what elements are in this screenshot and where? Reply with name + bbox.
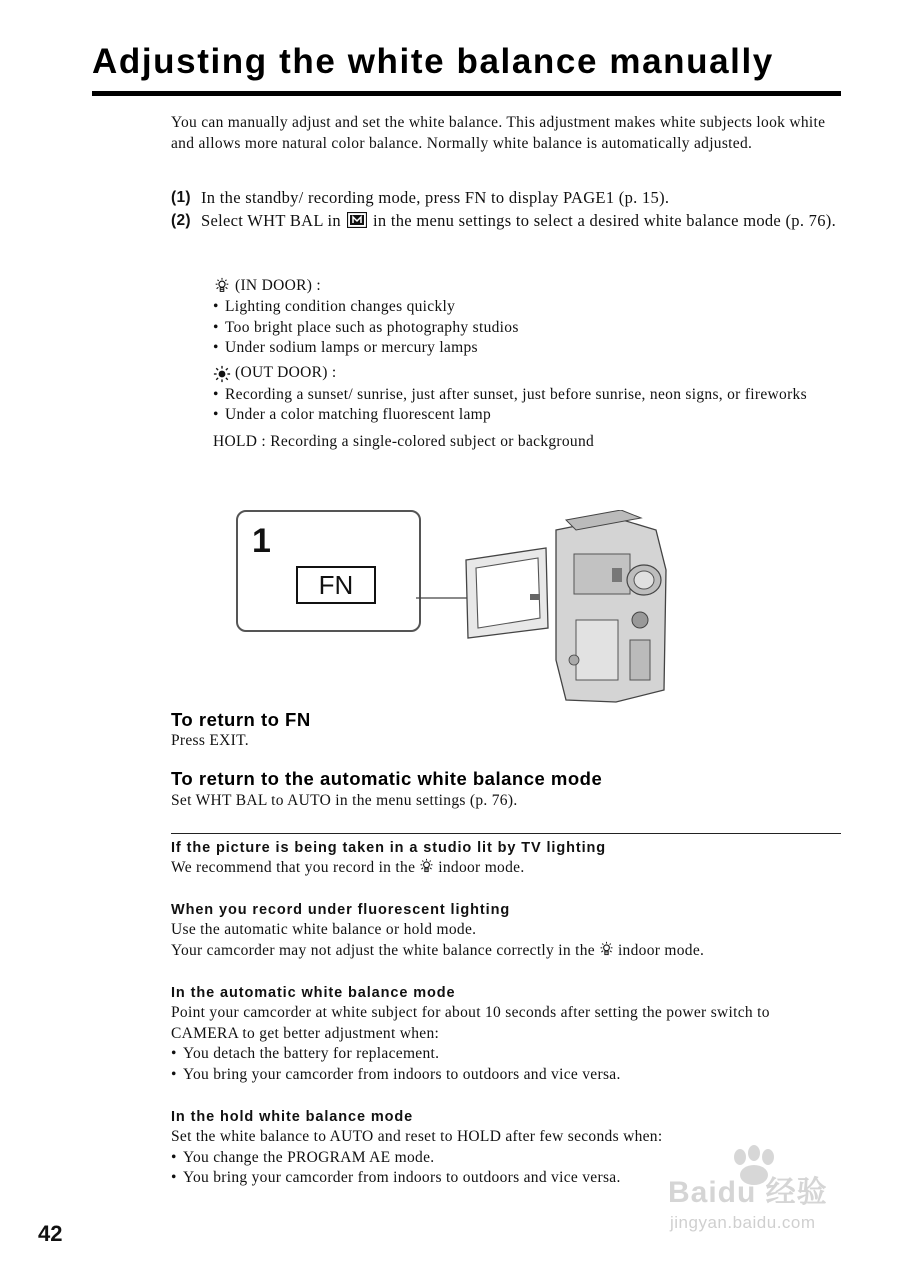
list-item: • Lighting condition changes quickly xyxy=(213,297,838,318)
indoor-bulb-icon xyxy=(213,277,231,295)
page-title: Adjusting the white balance manually xyxy=(92,42,774,81)
steps-list xyxy=(171,186,836,232)
watermark-brand: Baidu 经验 xyxy=(668,1176,828,1209)
note-heading: If the picture is being taken in a studio lit by TV lighting xyxy=(171,840,607,856)
indoor-mode-header xyxy=(213,275,838,297)
step-1-text: In the standby/ recording mode, press FN to display PAGE1 (p. 15). xyxy=(201,188,670,207)
return-auto-text: Set WHT BAL to AUTO in the menu settings (p. 76). xyxy=(171,792,518,809)
title-rule xyxy=(92,91,841,96)
return-fn-text: Press EXIT. xyxy=(171,732,249,749)
list-item: • You detach the battery for replacement. xyxy=(171,1044,836,1065)
step-2-text-before: Select WHT BAL in xyxy=(201,211,341,230)
step-2-number: (2) xyxy=(171,212,191,229)
list-item: • Under sodium lamps or mercury lamps xyxy=(213,338,838,359)
return-auto-heading: To return to the automatic white balance mode xyxy=(171,768,603,789)
outdoor-sun-icon xyxy=(213,365,231,383)
note-fluorescent xyxy=(171,900,836,961)
note-text-after: indoor mode. xyxy=(438,859,525,876)
watermark-url: jingyan.baidu.com xyxy=(670,1213,816,1232)
note-heading: In the automatic white balance mode xyxy=(171,985,456,1001)
intro-paragraph: You can manually adjust and set the white balance. This adjustment makes white subjects look white and allows more natural color balance. Normally white balance is automatically adjusted. xyxy=(171,114,826,152)
camcorder-illustration xyxy=(236,510,686,710)
list-item: • Too bright place such as photography studios xyxy=(213,318,838,339)
list-item: • You change the PROGRAM AE mode. xyxy=(171,1148,836,1169)
note-text: Use the automatic white balance or hold mode. xyxy=(171,921,477,938)
note-text xyxy=(171,941,836,962)
list-item: • You bring your camcorder from indoors to outdoors and vice versa. xyxy=(171,1065,836,1086)
note-text xyxy=(171,858,836,879)
indoor-bulb-icon xyxy=(418,858,435,875)
step-2 xyxy=(171,209,836,232)
indoor-mode-label: (IN DOOR) : xyxy=(235,276,321,294)
hold-mode-text: HOLD : Recording a single-colored subject or background xyxy=(213,432,595,450)
note-auto-mode xyxy=(171,983,836,1085)
section-divider xyxy=(171,833,841,834)
camcorder-drawing xyxy=(416,510,686,710)
outdoor-mode-label: (OUT DOOR) : xyxy=(235,364,337,382)
return-fn-heading: To return to FN xyxy=(171,709,311,730)
note-studio-lighting xyxy=(171,838,836,879)
list-item: • Recording a sunset/ sunrise, just after sunset, just before sunrise, neon signs, or fireworks xyxy=(213,385,838,406)
step-1 xyxy=(171,186,836,209)
white-balance-modes xyxy=(213,275,838,452)
fn-button: FN xyxy=(296,566,376,604)
note-text: Point your camcorder at white subject for about 10 seconds after setting the power switch to CAMERA to get better adjustment when: xyxy=(171,1004,770,1042)
list-item: • You bring your camcorder from indoors to outdoors and vice versa. xyxy=(171,1168,836,1189)
step-2-text-after: in the menu settings to select a desired white balance mode (p. 76). xyxy=(372,211,836,230)
indoor-bulb-icon xyxy=(598,941,615,958)
baidu-watermark xyxy=(668,1145,858,1245)
callout-step-number: 1 xyxy=(252,522,271,560)
note-heading: In the hold white balance mode xyxy=(171,1109,414,1125)
note-text: Set the white balance to AUTO and reset to HOLD after few seconds when: xyxy=(171,1128,663,1145)
note-text-before: We recommend that you record in the xyxy=(171,859,416,876)
note-text-after: indoor mode. xyxy=(617,941,705,959)
outdoor-mode-header xyxy=(213,363,838,385)
step-callout-panel xyxy=(236,510,421,632)
note-text-before: Your camcorder may not adjust the white balance correctly in the xyxy=(171,941,595,959)
step-1-number: (1) xyxy=(171,189,191,206)
list-item: • Under a color matching fluorescent lamp xyxy=(213,405,838,426)
page-number: 42 xyxy=(38,1221,63,1246)
note-heading: When you record under fluorescent lighting xyxy=(171,902,511,918)
manual-menu-icon xyxy=(347,212,367,228)
